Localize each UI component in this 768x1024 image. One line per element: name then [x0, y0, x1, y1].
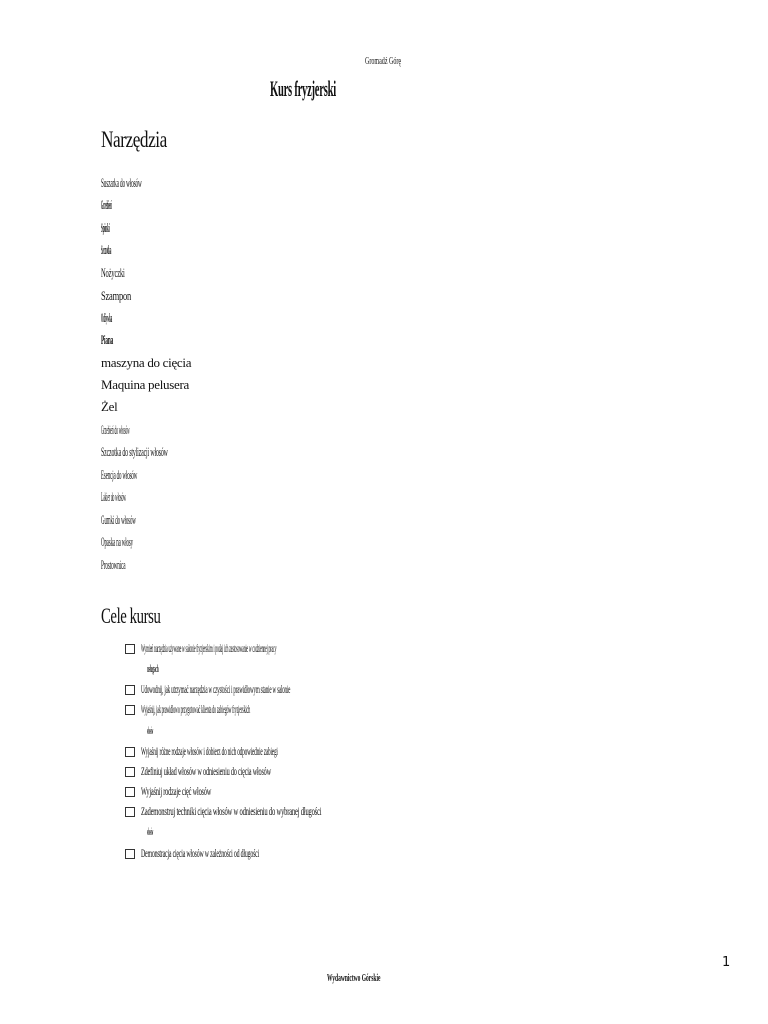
checkbox-icon	[125, 705, 135, 715]
tool-item: Piana	[101, 332, 114, 347]
checkbox-icon	[125, 767, 135, 777]
goal-text: Wyjaśnij rodzaje cięć włosów	[141, 784, 212, 798]
tools-heading: Narzędzia	[101, 127, 167, 152]
document-title: Kurs fryzjerski	[270, 76, 336, 101]
tool-item: Grzebień do włosów	[101, 422, 130, 437]
goal-item	[125, 641, 564, 655]
tool-item: Opaska na włosy	[101, 534, 134, 549]
goal-text: Wyjaśnij, jak prawidłowo przygotować klienta do zabiegów fryzjerskich	[141, 702, 251, 716]
goal-text: Demonstracja cięcia włosów w zależności od długości	[141, 846, 260, 860]
checkbox-icon	[125, 685, 135, 695]
goal-text: Zdefiniuj układ włosów w odniesieniu do cięcia włosów	[141, 764, 271, 778]
goal-text: Wymień narzędzia używane w salonie fryzjerskim i podaj ich zastosowanie w codziennej pracy	[141, 641, 277, 655]
goal-text-continuation: usługach	[147, 663, 159, 675]
tool-item: Grzebień	[101, 197, 112, 212]
goal-item	[125, 744, 452, 758]
goal-item	[125, 804, 469, 818]
goal-item	[125, 784, 273, 798]
checkbox-icon	[125, 807, 135, 817]
tool-item: Odżywka	[101, 310, 113, 325]
goal-text: Udowodnij, jak utrzymać narzędzia w czystości i prawidłowym stanie w salonie	[141, 682, 291, 696]
checkbox-icon	[125, 747, 135, 757]
goal-item	[125, 682, 496, 696]
goal-item	[125, 846, 382, 860]
checkbox-icon	[125, 787, 135, 797]
tool-item: Nożyczki	[101, 265, 125, 280]
goal-text: Wyjaśnij różne rodzaje włosów i dobierz do nich odpowiednie zabiegi	[141, 744, 278, 758]
tool-item: Suszarka do włosów	[101, 175, 142, 190]
tool-item: Prostownica	[101, 557, 126, 572]
goal-text: Zademonstruj techniki cięcia włosów w odniesieniu do wybranej długości	[141, 804, 322, 818]
checkbox-icon	[125, 644, 135, 654]
page-header: Gromadź Górę	[365, 55, 402, 67]
goal-text-continuation: włosów	[147, 826, 154, 838]
page-number: 1	[722, 955, 731, 970]
tool-item: Lakier do włosów	[101, 489, 126, 504]
goal-item	[125, 702, 462, 716]
tool-item: Maquina pelusera	[101, 377, 189, 392]
tool-item: Esencja do włosów	[101, 467, 138, 482]
tool-item: maszyna do cięcia	[101, 355, 192, 370]
goal-item	[125, 764, 391, 778]
page-footer: Wydawnictwo Górskie	[327, 972, 381, 984]
tool-item: Gumki do włosów	[101, 512, 136, 527]
tool-item: Spinki	[101, 220, 110, 235]
tool-item: Szczotka	[101, 242, 112, 257]
tool-item: Szczotka do stylizacji włosów	[101, 444, 168, 459]
checkbox-icon	[125, 849, 135, 859]
tool-item: Szampon	[101, 288, 132, 303]
tool-item: Żel	[101, 399, 118, 414]
goal-text-continuation: włosów	[147, 725, 154, 737]
goals-heading: Cele kursu	[101, 603, 161, 628]
